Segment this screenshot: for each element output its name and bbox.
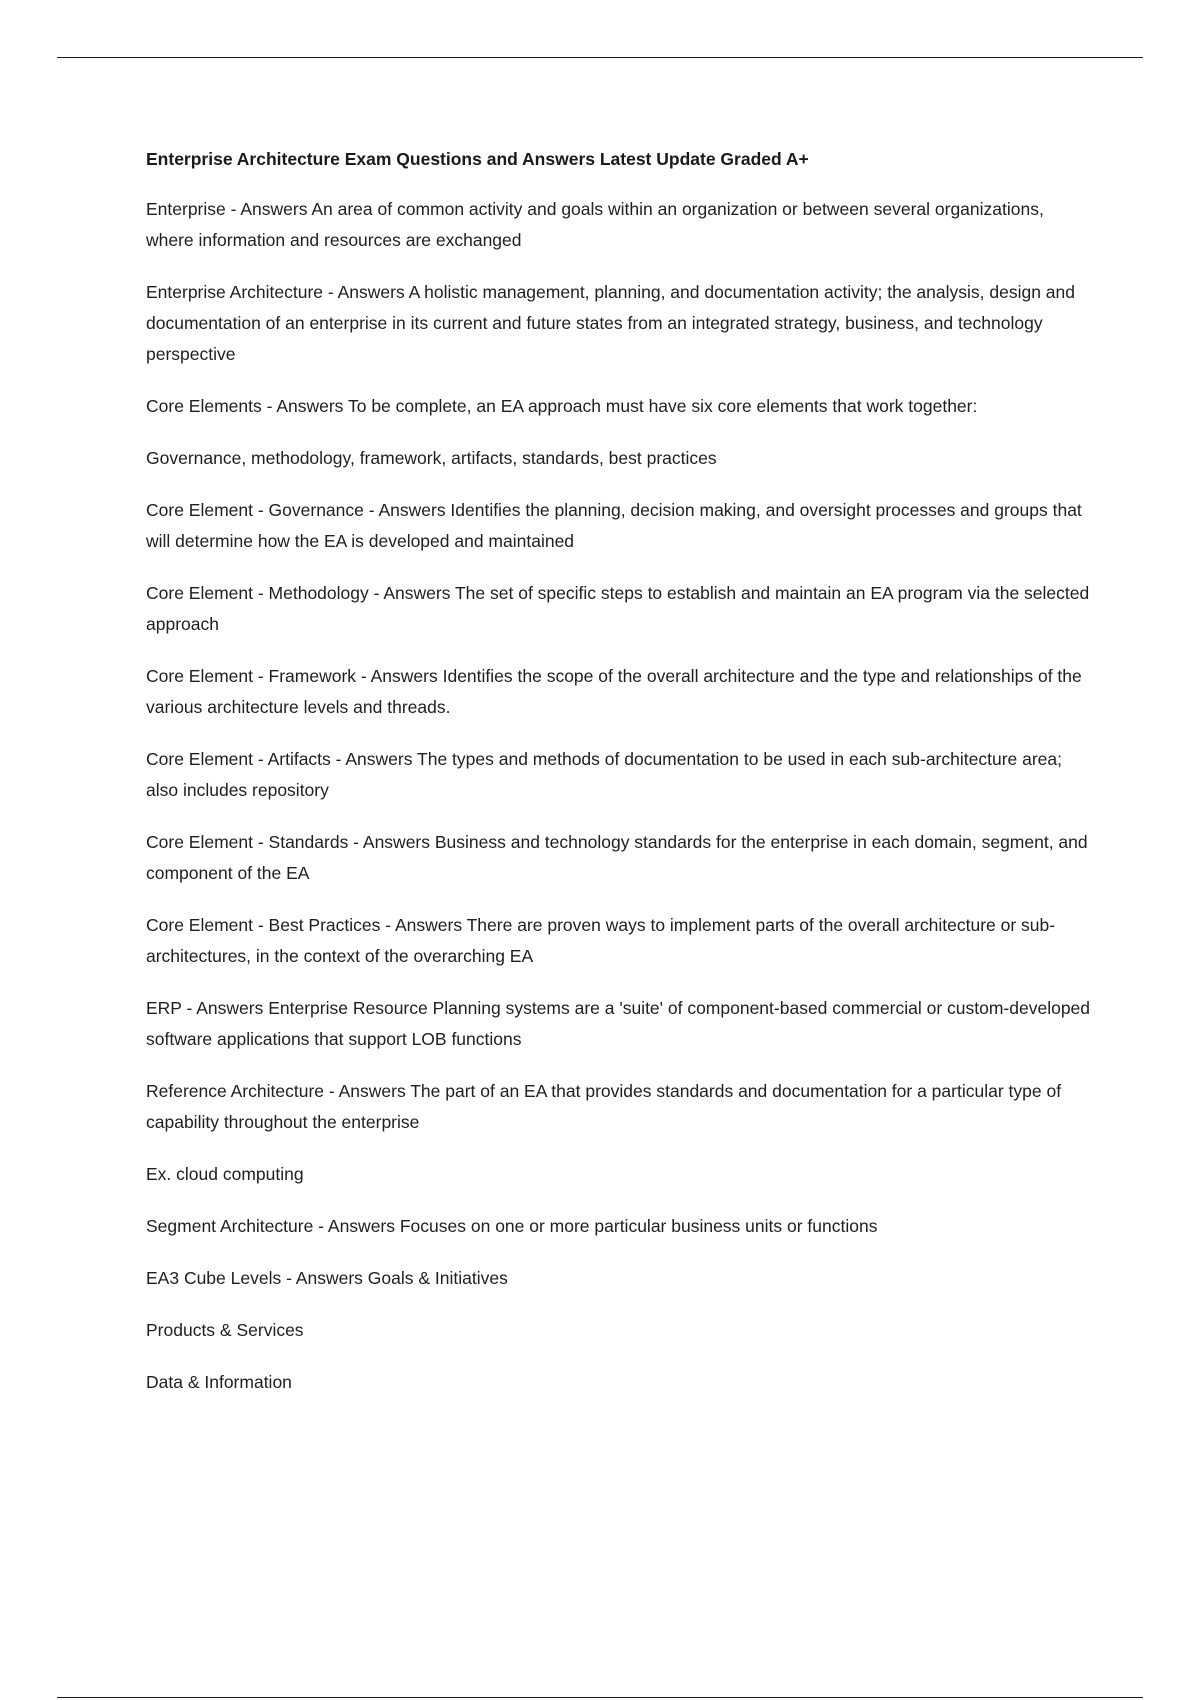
paragraph-segment-architecture: Segment Architecture - Answers Focuses on one or more particular business units or functions	[146, 1216, 878, 1236]
paragraph-governance: Core Element - Governance - Answers Identifies the planning, decision making, and oversight processes and groups that will determine how the EA is developed and maintained	[146, 500, 1082, 551]
paragraph-artifacts: Core Element - Artifacts - Answers The types and methods of documentation to be used in each sub-architecture area; also includes repository	[146, 749, 1062, 800]
paragraph-example: Ex. cloud computing	[146, 1164, 304, 1184]
paragraph-ea3-cube-levels: EA3 Cube Levels - Answers Goals & Initiatives	[146, 1268, 508, 1288]
footer-rule	[57, 1697, 1143, 1698]
paragraph-products-services: Products & Services	[146, 1320, 304, 1340]
paragraph-best-practices: Core Element - Best Practices - Answers There are proven ways to implement parts of the overall architecture or sub-architectures, in the context of the overarching EA	[146, 915, 1056, 966]
paragraph-enterprise-architecture: Enterprise Architecture - Answers A holistic management, planning, and documentation activity; the analysis, design and documentation of an enterprise in its current and future states from an integrated strategy, business, and technology perspective	[146, 282, 1075, 364]
paragraph-methodology: Core Element - Methodology - Answers The set of specific steps to establish and maintain an EA program via the selected approach	[146, 583, 1090, 634]
paragraph-standards: Core Element - Standards - Answers Business and technology standards for the enterprise in each domain, segment, and component of the EA	[146, 832, 1088, 883]
paragraph-data-information: Data & Information	[146, 1372, 292, 1392]
paragraph-erp: ERP - Answers Enterprise Resource Planning systems are a 'suite' of component-based commercial or custom-developed software applications that support LOB functions	[146, 998, 1091, 1049]
paragraph-core-elements-list: Governance, methodology, framework, artifacts, standards, best practices	[146, 448, 717, 468]
header-rule	[57, 57, 1143, 58]
document-body	[146, 146, 1096, 1419]
document-title: Enterprise Architecture Exam Questions and Answers Latest Update Graded A+	[146, 149, 809, 169]
paragraph-core-elements: Core Elements - Answers To be complete, an EA approach must have six core elements that work together:	[146, 396, 978, 416]
paragraph-enterprise: Enterprise - Answers An area of common activity and goals within an organization or between several organizations, where information and resources are exchanged	[146, 199, 1044, 250]
paragraph-framework: Core Element - Framework - Answers Identifies the scope of the overall architecture and the type and relationships of the various architecture levels and threads.	[146, 666, 1082, 717]
paragraph-reference-architecture: Reference Architecture - Answers The part of an EA that provides standards and documentation for a particular type of capability throughout the enterprise	[146, 1081, 1062, 1132]
